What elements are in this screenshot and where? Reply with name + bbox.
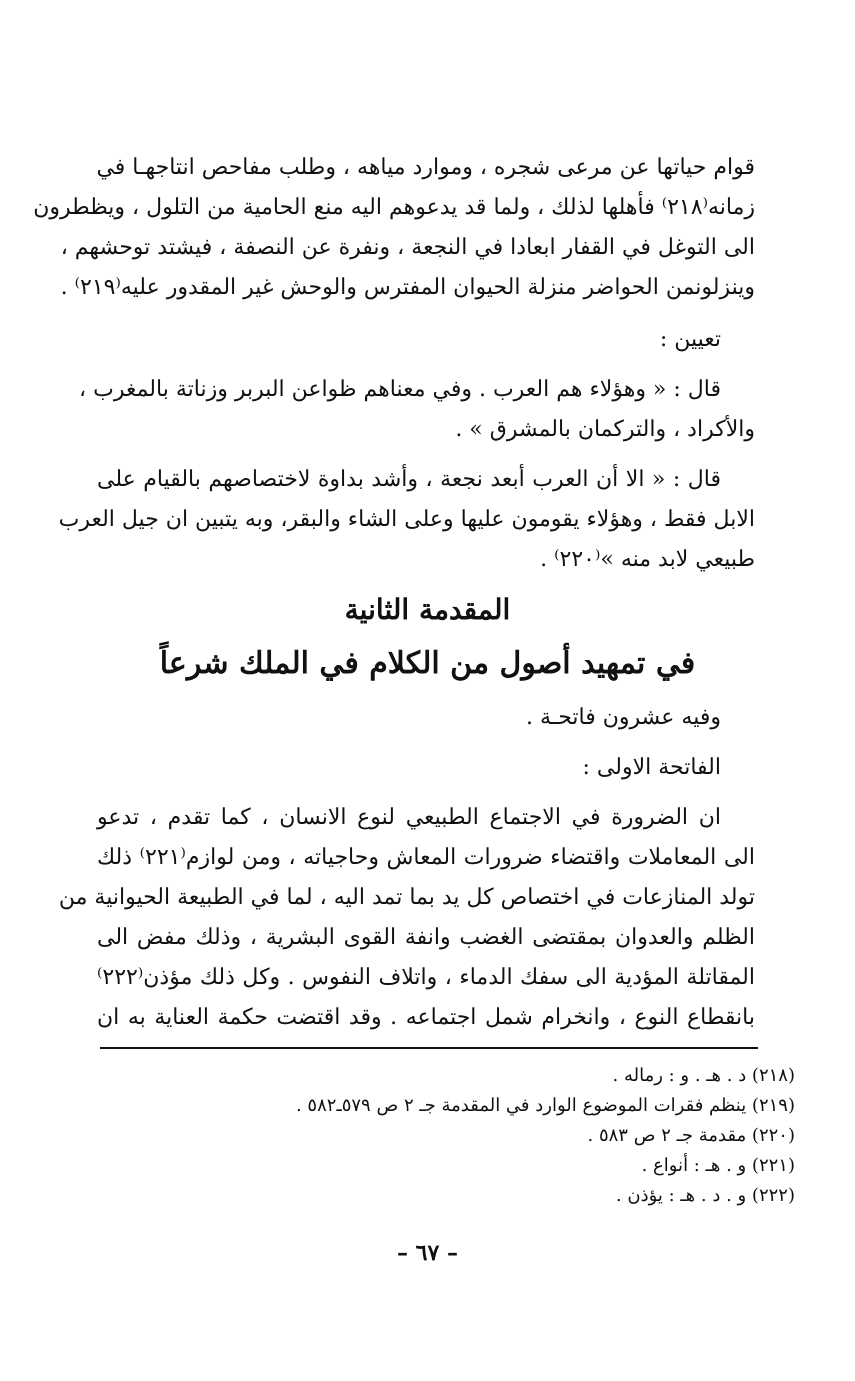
section-line: ان الضرورة في الاجتماع الطبيعي لنوع الانسان ، كما تقدم ، تدعو bbox=[97, 805, 721, 830]
body-line: طبيعي لابد منه »⁽٢٢٠⁾ . bbox=[540, 547, 755, 572]
section-subtitle: في تمهيد أصول من الكلام في الملك شرعاً bbox=[159, 646, 696, 681]
footnote-divider bbox=[100, 1047, 758, 1049]
body-line: قال : « وهؤلاء هم العرب . وفي معناهم ظواعن البربر وزناتة بالمغرب ، bbox=[79, 377, 721, 402]
footnote: (٢١٨) د . هـ . و : رماله . bbox=[612, 1065, 795, 1086]
body-line: الابل فقط ، وهؤلاء يقومون عليها وعلى الشاء والبقر، وبه يتبين ان جيل العرب bbox=[58, 507, 755, 532]
footnote: (٢٢٢) و . د . هـ : يؤذن . bbox=[615, 1185, 795, 1206]
section-heading: المقدمة الثانية bbox=[344, 593, 511, 626]
body-line: قال : « الا أن العرب أبعد نجعة ، وأشد بداوة لاختصاصهم بالقيام على bbox=[97, 467, 721, 492]
footnote: (٢٢٠) مقدمة جـ ٢ ص ٥٨٣ . bbox=[587, 1125, 795, 1146]
body-line: الى التوغل في القفار ابعادا في النجعة ، ونفرة عن النصفة ، فيشتد توحشهم ، bbox=[60, 235, 755, 260]
section-line: وفيه عشرون فاتحـة . bbox=[525, 705, 721, 730]
footnote: (٢١٩) ينظم فقرات الموضوع الوارد في المقدمة جـ ٢ ص ٥٧٩ـ٥٨٢ . bbox=[295, 1095, 795, 1116]
section-line: تولد المنازعات في اختصاص كل يد بما تمد اليه ، لما في الطبيعة الحيوانية من bbox=[58, 885, 755, 910]
section-line: الفاتحة الاولى : bbox=[582, 755, 721, 780]
footnote: (٢٢١) و . هـ : أنواع . bbox=[641, 1155, 795, 1176]
body-line: والأكراد ، والتركمان بالمشرق » . bbox=[455, 417, 755, 442]
body-line: زمانه⁽٢١٨⁾ فأهلها لذلك ، ولما قد يدعوهم اليه منع الحامية من التلول ، ويظطرون bbox=[33, 195, 755, 220]
section-line: بانقطاع النوع ، وانخرام شمل اجتماعه . وقد اقتضت حكمة العناية به ان bbox=[97, 1005, 755, 1030]
section-line: المقاتلة المؤدية الى سفك الدماء ، واتلاف النفوس . وكل ذلك مؤذن⁽٢٢٢⁾ bbox=[97, 965, 755, 990]
body-line: قوام حياتها عن مرعى شجره ، وموارد مياهه ، وطلب مفاحص انتاجهـا في bbox=[96, 155, 755, 180]
body-line: تعيين : bbox=[659, 327, 721, 352]
body-line: وينزلونمن الحواضر منزلة الحيوان المفترس والوحش غير المقدور عليه⁽٢١٩⁾ . bbox=[60, 275, 755, 300]
section-line: الى المعاملات واقتضاء ضرورات المعاش وحاجياته ، ومن لوازم⁽٢٢١⁾ ذلك bbox=[97, 845, 755, 870]
page-number: – ٦٧ – bbox=[397, 1240, 458, 1266]
section-line: الظلم والعدوان بمقتضى الغضب وانفة القوى البشرية ، وذلك مفض الى bbox=[97, 925, 755, 950]
